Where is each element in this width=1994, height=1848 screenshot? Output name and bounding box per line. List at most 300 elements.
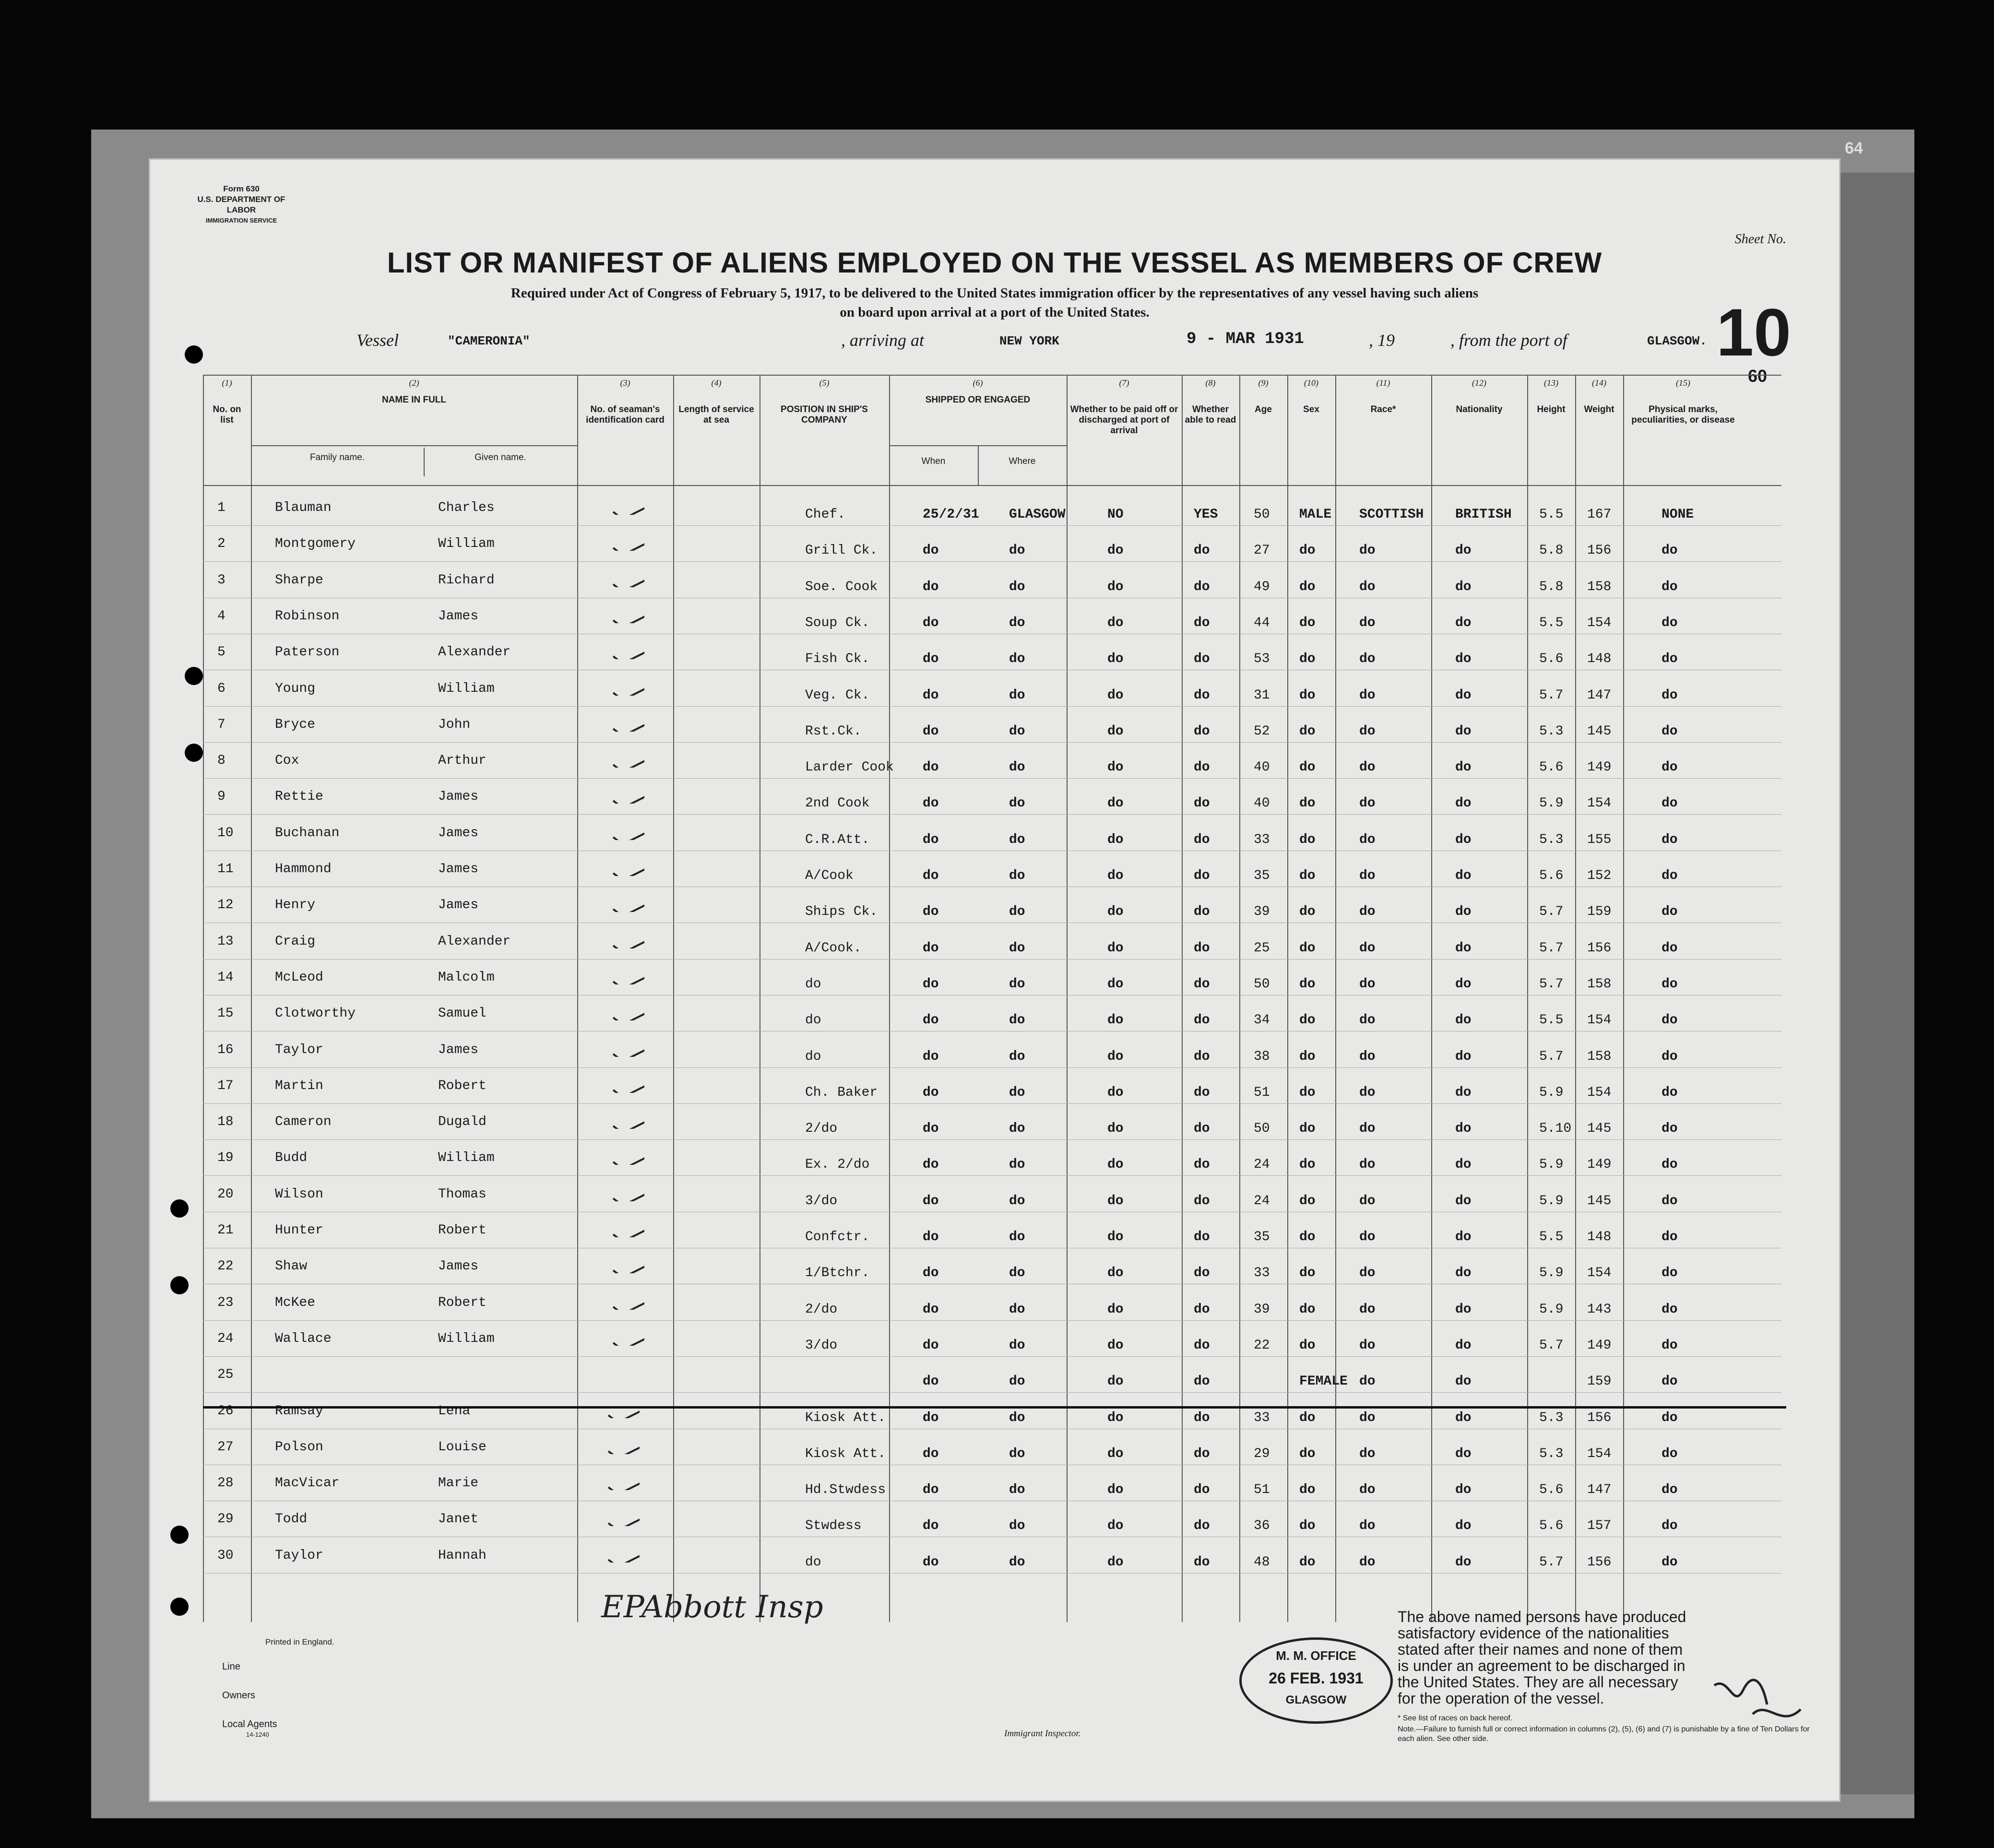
cell-nat: do: [1455, 904, 1472, 920]
cell-marks: do: [1662, 652, 1678, 667]
cell-marks: do: [1662, 1013, 1678, 1028]
cell-weight: 152: [1587, 868, 1612, 883]
cell-position: Soe. Cook: [805, 579, 878, 594]
cell-read: do: [1194, 1446, 1210, 1461]
column-number: (2): [409, 378, 419, 388]
cell-race: do: [1359, 543, 1376, 558]
from-label: , from the port of: [1450, 331, 1567, 350]
cell-position: do: [805, 976, 821, 992]
cell-race: do: [1359, 1121, 1376, 1137]
cell-weight: 154: [1587, 1446, 1612, 1461]
column-subheader: When: [921, 456, 946, 466]
cell-height: 5.7: [1539, 976, 1564, 992]
cell-age: 51: [1254, 1085, 1270, 1100]
cell-paid: do: [1107, 1338, 1124, 1353]
cell-nat: do: [1455, 1410, 1472, 1425]
cell-height: 5.10: [1539, 1121, 1572, 1137]
cell-no: 15: [217, 1006, 234, 1021]
cell-marks: do: [1662, 940, 1678, 956]
from-port: GLASGOW.: [1647, 334, 1707, 348]
cell-given: John: [438, 717, 471, 732]
table-row: [150, 1367, 1839, 1389]
cell-height: 5.5: [1539, 1230, 1564, 1244]
cell-weight: 145: [1587, 1193, 1612, 1208]
cell-read: do: [1194, 687, 1210, 703]
cell-marks: do: [1662, 1374, 1678, 1389]
cell-no: 26: [217, 1403, 234, 1419]
cell-read: do: [1194, 723, 1210, 739]
cell-no: 23: [217, 1295, 234, 1310]
cell-race: do: [1359, 940, 1376, 956]
cell-no: 27: [217, 1439, 234, 1455]
cell-family: Ramsay: [275, 1403, 323, 1419]
binder-hole: [185, 667, 203, 685]
cell-weight: 147: [1587, 1482, 1612, 1498]
cell-age: 40: [1254, 796, 1270, 811]
binder-hole: [170, 1276, 189, 1294]
cell-nat: do: [1455, 1230, 1472, 1244]
cell-age: 36: [1254, 1518, 1270, 1534]
cell-sex: do: [1299, 1554, 1316, 1570]
cell-weight: 145: [1587, 723, 1612, 739]
row-rule: [203, 561, 1781, 562]
cell-sex: do: [1299, 687, 1316, 703]
column-header: Nationality: [1456, 404, 1503, 415]
checkmark-icon: [606, 1545, 640, 1563]
cell-age: 33: [1254, 1410, 1270, 1425]
cell-sex: do: [1299, 1049, 1316, 1064]
subheader-rule: [978, 445, 980, 485]
cell-weight: 155: [1587, 832, 1612, 847]
cell-paid: do: [1107, 1266, 1124, 1281]
cell-race: SCOTTISH: [1359, 507, 1424, 522]
cell-age: 35: [1254, 868, 1270, 883]
cell-sex: do: [1299, 1013, 1316, 1028]
cell-age: 48: [1254, 1554, 1270, 1570]
cell-height: 5.8: [1539, 543, 1564, 558]
cell-no: 12: [217, 898, 234, 913]
table-row: [150, 898, 1839, 920]
cell-nat: do: [1455, 940, 1472, 956]
checkmark-icon: [611, 642, 644, 659]
page-title: LIST OR MANIFEST OF ALIENS EMPLOYED ON THE VESSEL AS MEMBERS OF CREW: [387, 247, 1602, 279]
cell-paid: do: [1107, 1230, 1124, 1244]
cell-marks: do: [1662, 1193, 1678, 1208]
table-row: [150, 1078, 1839, 1098]
cell-marks: NONE: [1662, 507, 1694, 522]
cell-marks: do: [1662, 1121, 1678, 1137]
cell-weight: 157: [1587, 1518, 1612, 1534]
subheader-rule: [251, 445, 577, 446]
cell-race: do: [1359, 615, 1376, 630]
column-number: (1): [222, 378, 232, 388]
fine-note: Note.—Failure to furnish full or correct information in columns (2), (5), (6) and (7) is punishable by a fine of Ten Dollars for each alien. See other side.: [1398, 1725, 1810, 1743]
cell-position: 3/do: [805, 1338, 838, 1353]
cell-race: do: [1359, 1374, 1376, 1389]
cell-read: do: [1194, 1518, 1210, 1534]
cell-marks: do: [1662, 904, 1678, 920]
cell-when: do: [923, 1230, 939, 1244]
cell-nat: do: [1455, 652, 1472, 667]
column-subheader: Family name.: [309, 452, 365, 462]
owners-label: Owners: [222, 1690, 255, 1701]
cell-no: 8: [217, 753, 226, 769]
cell-where: GLASGOW: [1009, 507, 1066, 522]
cell-height: 5.7: [1539, 904, 1564, 920]
cell-height: 5.9: [1539, 1085, 1564, 1100]
cell-marks: do: [1662, 1410, 1678, 1425]
cell-when: do: [923, 904, 939, 920]
checkmark-icon: [611, 1256, 644, 1273]
row-rule: [203, 1067, 1781, 1068]
row-rule: [203, 742, 1781, 743]
cell-weight: 147: [1587, 687, 1612, 703]
column-header: Race*: [1370, 404, 1396, 415]
cell-marks: do: [1662, 868, 1678, 883]
cell-where: do: [1009, 1013, 1025, 1028]
cell-when: do: [923, 1049, 939, 1064]
cell-when: do: [923, 760, 939, 775]
cell-nat: do: [1455, 1554, 1472, 1570]
cell-where: do: [1009, 1230, 1025, 1244]
cell-paid: do: [1107, 652, 1124, 667]
row-rule: [203, 1320, 1781, 1321]
cell-marks: do: [1662, 760, 1678, 775]
cell-age: 49: [1254, 579, 1270, 594]
arriving-label: , arriving at: [841, 331, 925, 350]
cell-nat: do: [1455, 1157, 1472, 1173]
cell-weight: 156: [1587, 940, 1612, 956]
cell-age: 31: [1254, 687, 1270, 703]
cell-sex: do: [1299, 940, 1316, 956]
cell-position: Confctr.: [805, 1230, 870, 1244]
cell-position: 2nd Cook: [805, 796, 870, 811]
cell-when: do: [923, 615, 939, 630]
cell-age: 53: [1254, 652, 1270, 667]
cell-read: do: [1194, 976, 1210, 992]
cell-sex: do: [1299, 1338, 1316, 1353]
cell-no: 9: [217, 789, 226, 805]
cell-race: do: [1359, 579, 1376, 594]
cell-no: 25: [217, 1367, 234, 1383]
cell-read: do: [1194, 760, 1210, 775]
cell-where: do: [1009, 1518, 1025, 1534]
cell-given: James: [438, 1042, 479, 1057]
cell-read: do: [1194, 1302, 1210, 1317]
cell-nat: do: [1455, 723, 1472, 739]
cell-where: do: [1009, 1482, 1025, 1498]
column-number: (15): [1676, 378, 1690, 388]
agents-code: 14-1240: [246, 1731, 269, 1738]
cell-family: Henry: [275, 898, 316, 913]
sheet-number: 10: [1716, 295, 1791, 370]
cell-read: do: [1194, 543, 1210, 558]
cell-paid: do: [1107, 1049, 1124, 1064]
checkmark-icon: [611, 823, 644, 840]
cell-race: do: [1359, 1013, 1376, 1028]
cell-position: Chef.: [805, 507, 846, 522]
cell-paid: do: [1107, 1518, 1124, 1534]
cell-marks: do: [1662, 1049, 1678, 1064]
table-row: [150, 1187, 1839, 1206]
cell-height: 5.7: [1539, 1049, 1564, 1064]
column-header: SHIPPED OR ENGAGED: [925, 395, 1031, 405]
cell-race: do: [1359, 1518, 1376, 1534]
cell-given: Hannah: [438, 1548, 487, 1563]
cell-paid: do: [1107, 1085, 1124, 1100]
cell-weight: 158: [1587, 579, 1612, 594]
cell-age: 24: [1254, 1157, 1270, 1173]
cell-marks: do: [1662, 1157, 1678, 1173]
cell-read: do: [1194, 868, 1210, 883]
cell-sex: do: [1299, 976, 1316, 992]
table-row: [150, 862, 1839, 881]
checkmark-icon: [606, 1509, 640, 1526]
cell-race: do: [1359, 1338, 1376, 1353]
cell-where: do: [1009, 1049, 1025, 1064]
cell-family: Wallace: [275, 1331, 332, 1346]
checkmark-icon: [611, 678, 644, 696]
column-header: Whether to be paid off or discharged at port of arrival: [1070, 404, 1178, 436]
column-subheader: Given name.: [475, 452, 526, 462]
checkmark-icon: [611, 533, 644, 551]
cell-sex: do: [1299, 1193, 1316, 1208]
cell-when: do: [923, 687, 939, 703]
subtitle-line-2: on board upon arrival at a port of the United States.: [840, 305, 1150, 320]
cell-where: do: [1009, 615, 1025, 630]
checkmark-icon: [611, 931, 644, 948]
cell-height: 5.7: [1539, 1338, 1564, 1353]
cell-age: 39: [1254, 904, 1270, 920]
cell-family: Buchanan: [275, 825, 340, 841]
table-row: [150, 1440, 1839, 1459]
cell-given: James: [438, 608, 479, 624]
subtitle: [261, 284, 1729, 322]
cell-when: do: [923, 832, 939, 847]
cell-paid: do: [1107, 1302, 1124, 1317]
cell-given: Richard: [438, 572, 495, 588]
cell-paid: do: [1107, 760, 1124, 775]
cell-no: 13: [217, 934, 234, 949]
table-header-rule: [203, 485, 1781, 486]
cell-read: YES: [1194, 507, 1218, 522]
cell-weight: 159: [1587, 1374, 1612, 1389]
cell-family: Paterson: [275, 645, 340, 660]
cell-paid: do: [1107, 1157, 1124, 1173]
cell-given: Robert: [438, 1295, 487, 1310]
table-row: [150, 1150, 1839, 1173]
cell-age: 51: [1254, 1482, 1270, 1498]
binder-hole: [185, 744, 203, 762]
cell-marks: do: [1662, 1085, 1678, 1100]
cell-position: Hd.Stwdess: [805, 1482, 886, 1498]
cell-where: do: [1009, 760, 1025, 775]
cell-read: do: [1194, 904, 1210, 920]
cell-age: 50: [1254, 1121, 1270, 1137]
cell-when: do: [923, 543, 939, 558]
column-number: (14): [1592, 378, 1606, 388]
cell-paid: do: [1107, 1554, 1124, 1570]
cell-weight: 159: [1587, 904, 1612, 920]
cell-read: do: [1194, 1266, 1210, 1281]
cell-given: Robert: [438, 1078, 487, 1093]
cell-where: do: [1009, 1338, 1025, 1353]
table-row: [150, 970, 1839, 992]
checkmark-icon: [611, 1112, 644, 1129]
cell-where: do: [1009, 723, 1025, 739]
cell-position: 1/Btchr.: [805, 1266, 870, 1281]
cell-nat: do: [1455, 1013, 1472, 1028]
checkmark-icon: [611, 1220, 644, 1237]
column-header: No. on list: [213, 404, 241, 425]
cell-family: Cox: [275, 753, 299, 769]
cell-no: 11: [217, 862, 234, 877]
cell-family: Todd: [275, 1512, 308, 1527]
cell-age: 22: [1254, 1338, 1270, 1353]
table-row: [150, 573, 1839, 592]
cell-height: 5.6: [1539, 652, 1564, 667]
checkmark-icon: [611, 1292, 644, 1310]
checkmark-icon: [606, 1437, 640, 1454]
cell-read: do: [1194, 1230, 1210, 1244]
cell-paid: do: [1107, 940, 1124, 956]
form-corner: [193, 184, 289, 226]
cell-position: Ships Ck.: [805, 904, 878, 920]
cell-height: 5.5: [1539, 1013, 1564, 1028]
column-header: Whether able to read: [1185, 404, 1236, 425]
cell-position: Fish Ck.: [805, 652, 870, 667]
checkmark-icon: [611, 967, 644, 984]
cell-age: 40: [1254, 760, 1270, 775]
checkmark-icon: [606, 1401, 640, 1418]
table-row: [150, 1295, 1839, 1315]
cell-race: do: [1359, 976, 1376, 992]
row-rule: [203, 1103, 1781, 1104]
cell-no: 10: [217, 825, 234, 841]
cell-weight: 154: [1587, 1266, 1612, 1281]
cell-position: C.R.Att.: [805, 832, 870, 847]
cell-position: Larder Cook: [805, 760, 894, 775]
cell-no: 3: [217, 572, 226, 588]
row-rule: [203, 778, 1781, 779]
cell-paid: do: [1107, 543, 1124, 558]
cell-paid: do: [1107, 1410, 1124, 1425]
cell-read: do: [1194, 1554, 1210, 1570]
cell-when: do: [923, 1482, 939, 1498]
cell-nat: do: [1455, 760, 1472, 775]
cell-no: 30: [217, 1548, 234, 1563]
cell-height: 5.6: [1539, 1482, 1564, 1498]
cell-no: 16: [217, 1042, 234, 1057]
cell-when: do: [923, 1374, 939, 1389]
cell-race: do: [1359, 1085, 1376, 1100]
cell-when: do: [923, 1266, 939, 1281]
cell-weight: 149: [1587, 1157, 1612, 1173]
cell-marks: do: [1662, 615, 1678, 630]
cell-nat: do: [1455, 579, 1472, 594]
cell-sex: do: [1299, 1410, 1316, 1425]
cell-given: Dugald: [438, 1114, 487, 1130]
cell-height: 5.9: [1539, 796, 1564, 811]
cell-position: Ch. Baker: [805, 1085, 878, 1100]
cell-where: do: [1009, 904, 1025, 920]
cell-weight: 154: [1587, 1085, 1612, 1100]
cell-weight: 167: [1587, 507, 1612, 522]
cell-given: Charles: [438, 500, 495, 515]
cell-weight: 156: [1587, 1554, 1612, 1570]
cell-position: do: [805, 1013, 821, 1028]
row-rule: [203, 959, 1781, 960]
cell-marks: do: [1662, 976, 1678, 992]
cell-given: Malcolm: [438, 970, 495, 985]
cell-paid: do: [1107, 723, 1124, 739]
checkmark-icon: [611, 1040, 644, 1057]
cell-race: do: [1359, 723, 1376, 739]
cell-weight: 154: [1587, 615, 1612, 630]
cell-given: Marie: [438, 1476, 479, 1491]
table-row: [150, 1331, 1839, 1353]
cell-where: do: [1009, 652, 1025, 667]
row-rule: [203, 1139, 1781, 1140]
table-row: [150, 753, 1839, 775]
column-header: Sex: [1303, 404, 1319, 415]
cell-sex: do: [1299, 543, 1316, 558]
column-header: No. of seaman's identification card: [586, 404, 665, 425]
cell-marks: do: [1662, 1302, 1678, 1317]
cell-where: do: [1009, 579, 1025, 594]
cell-position: do: [805, 1049, 821, 1064]
cell-when: do: [923, 1302, 939, 1317]
cell-marks: do: [1662, 1338, 1678, 1353]
cell-nat: do: [1455, 868, 1472, 883]
cell-given: Alexander: [438, 645, 511, 660]
cell-no: 14: [217, 970, 234, 985]
row-rule: [203, 706, 1781, 707]
cell-race: do: [1359, 1446, 1376, 1461]
service: IMMIGRATION SERVICE: [205, 217, 277, 224]
cell-when: do: [923, 976, 939, 992]
cell-weight: 154: [1587, 1013, 1612, 1028]
cell-when: do: [923, 1338, 939, 1353]
checkmark-icon: [611, 570, 644, 587]
cell-nat: do: [1455, 1482, 1472, 1498]
cell-family: Rettie: [275, 789, 323, 805]
cell-race: do: [1359, 1482, 1376, 1498]
subheader-rule: [889, 445, 1067, 446]
cell-when: 25/2/31: [923, 507, 979, 522]
cell-given: Robert: [438, 1223, 487, 1238]
cell-when: do: [923, 868, 939, 883]
cell-family: McLeod: [275, 970, 323, 985]
cell-paid: do: [1107, 832, 1124, 847]
cell-paid: do: [1107, 1446, 1124, 1461]
cell-given: James: [438, 789, 479, 805]
row-rule: [203, 1175, 1781, 1176]
cell-where: do: [1009, 1374, 1025, 1389]
cell-family: Taylor: [275, 1042, 323, 1057]
cell-age: 33: [1254, 832, 1270, 847]
column-number: (9): [1258, 378, 1269, 388]
column-number: (3): [620, 378, 630, 388]
cell-nat: do: [1455, 1049, 1472, 1064]
manifest-sheet: [149, 158, 1840, 1802]
cell-height: 5.8: [1539, 579, 1564, 594]
cell-when: do: [923, 796, 939, 811]
cell-race: do: [1359, 832, 1376, 847]
cell-family: Blauman: [275, 500, 332, 515]
column-header: Physical marks, peculiarities, or disease: [1631, 404, 1735, 425]
binder-hole: [170, 1598, 189, 1616]
